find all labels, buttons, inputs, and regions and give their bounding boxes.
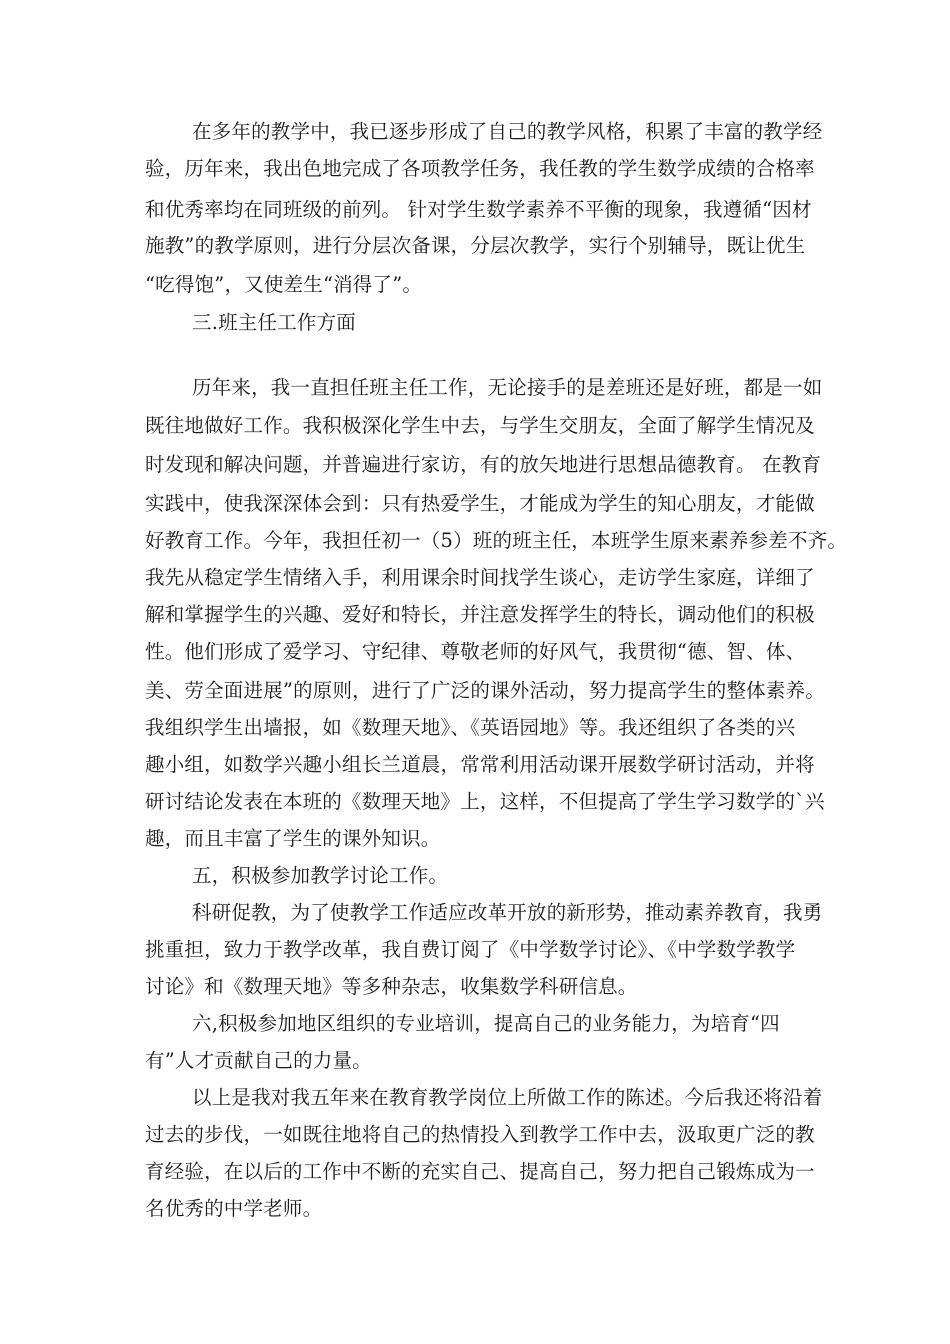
paragraph-line: 我组织学生出墙报，如《数理天地》、《英语园地》等。我还组织了各类的兴 bbox=[145, 716, 796, 739]
section-heading: 六,积极参加地区组织的专业培训，提高自己的业务能力，为培育“四 bbox=[192, 1012, 780, 1035]
paragraph-line: 讨论》和《数理天地》等多种杂志，收集数学科研信息。 bbox=[145, 975, 638, 998]
paragraph-line: 实践中，使我深深体会到：只有热爱学生，才能成为学生的知心朋友，才能做 bbox=[145, 492, 815, 515]
paragraph-line: 育经验，在以后的工作中不断的充实自己、提高自己，努力把自己锻炼成为一 bbox=[145, 1160, 815, 1183]
paragraph-line: 解和掌握学生的兴趣、爱好和特长，并注意发挥学生的特长，调动他们的积极 bbox=[145, 603, 815, 626]
paragraph-line: 有”人才贡献自己的力量。 bbox=[145, 1049, 372, 1072]
paragraph-line: 和优秀率均在同班级的前列。 针对学生数学素养不平衡的现象，我遵循“因材 bbox=[145, 198, 812, 221]
paragraph-line: 名优秀的中学老师。 bbox=[145, 1197, 323, 1220]
paragraph-line: 在多年的教学中，我已逐步形成了自己的教学风格，积累了丰富的教学经 bbox=[192, 120, 823, 143]
paragraph-line: 既往地做好工作。我积极深化学生中去，与学生交朋友，全面了解学生情况及 bbox=[145, 414, 815, 437]
paragraph-line: 我先从稳定学生情绪入手，利用课余时间找学生谈心，走访学生家庭，详细了 bbox=[145, 566, 815, 589]
paragraph-line: 美、劳全面进展”的原则，进行了广泛的课外活动，努力提高学生的整体素养。 bbox=[145, 679, 825, 702]
paragraph-line: 好教育工作。今年，我担任初一（5）班的班主任，本班学生原来素养参差不齐。 bbox=[145, 529, 848, 552]
paragraph-line: “吃得饱”，又使差生“消得了”。 bbox=[145, 273, 423, 296]
paragraph-line: 历年来，我一直担任班主任工作，无论接手的是差班还是好班，都是一如 bbox=[192, 376, 823, 399]
paragraph-line: 趣，而且丰富了学生的课外知识。 bbox=[145, 827, 441, 850]
paragraph-line: 验，历年来，我出色地完成了各项教学任务，我任教的学生数学成绩的合格率 bbox=[145, 157, 815, 180]
paragraph-line: 施教”的教学原则，进行分层次备课，分层次教学，实行个别辅导，既让优生 bbox=[145, 234, 806, 257]
paragraph-line: 过去的步伐，一如既往地将自己的热情投入到教学工作中去，汲取更广泛的教 bbox=[145, 1123, 815, 1146]
section-heading: 三.班主任工作方面 bbox=[192, 311, 356, 334]
paragraph-line: 时发现和解决问题，并普遍进行家访，有的放矢地进行思想品德教育。 在教育 bbox=[145, 453, 822, 476]
paragraph-line: 挑重担，致力于教学改革，我自费订阅了《中学数学讨论》、《中学数学教学 bbox=[145, 938, 796, 961]
paragraph-line: 趣小组，如数学兴趣小组长兰道晨，常常利用活动课开展数学研讨活动，并将 bbox=[145, 753, 815, 776]
paragraph-line: 研讨结论发表在本班的《数理天地》上，这样，不但提高了学生学习数学的`兴 bbox=[145, 790, 825, 813]
paragraph-line: 性。他们形成了爱学习、守纪律、尊敬老师的好风气，我贯彻“德、智、体、 bbox=[145, 640, 806, 663]
paragraph-line: 科研促教，为了使教学工作适应改革开放的新形势，推动素养教育，我勇 bbox=[192, 901, 823, 924]
section-heading: 五，积极参加教学讨论工作。 bbox=[192, 864, 449, 887]
paragraph-line: 以上是我对我五年来在教育教学岗位上所做工作的陈述。今后我还将沿着 bbox=[192, 1086, 823, 1109]
